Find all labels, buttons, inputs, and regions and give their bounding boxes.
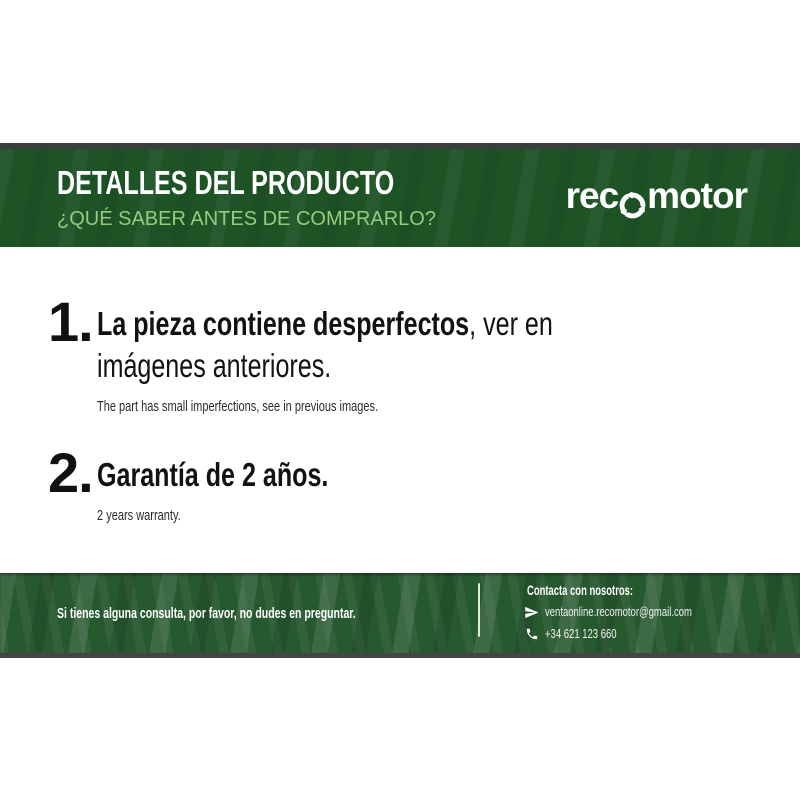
contact-block (523, 583, 738, 642)
header-band (0, 149, 800, 247)
page-title: DETALLES DEL PRODUCTO (57, 164, 395, 201)
list-item-2 (48, 441, 401, 524)
contact-phone-row (523, 626, 738, 642)
contact-email: ventaonline.recomotor@gmail.com (545, 605, 692, 619)
contact-email-row (523, 604, 738, 620)
item-2-translation: 2 years warranty. (97, 508, 181, 524)
recycle-icon (619, 186, 646, 213)
list-item-1 (48, 290, 697, 415)
contact-phone: +34 621 123 660 (545, 627, 617, 641)
brand-logo (566, 175, 747, 217)
item-2-heading (97, 454, 401, 496)
footer-bottom-strip (0, 653, 800, 658)
footer-divider (478, 583, 480, 637)
item-1-number: 1. (48, 290, 93, 353)
item-2-number: 2. (48, 441, 93, 504)
item-1-translation: The part has small imperfections, see in previous images. (97, 399, 379, 415)
item-1-heading (97, 303, 697, 387)
brand-part1: rec (565, 175, 619, 216)
contact-heading: Contacta con nosotros: (527, 583, 634, 598)
brand-part2: motor (647, 175, 747, 216)
item-1-heading-bold: La pieza contiene desperfectos (97, 305, 470, 342)
send-icon (523, 604, 540, 620)
item-1-heading-line2: imágenes anteriores. (97, 347, 332, 384)
page-subtitle: ¿QUÉ SABER ANTES DE COMPRARLO? (57, 208, 436, 230)
item-1-heading-regular: , ver en (469, 305, 553, 342)
item-2-heading-bold: Garantía de 2 años. (97, 456, 329, 493)
footer-message: Si tienes alguna consulta, por favor, no dudes en preguntar. (57, 604, 356, 622)
footer-band (0, 573, 800, 653)
phone-icon (523, 626, 540, 642)
